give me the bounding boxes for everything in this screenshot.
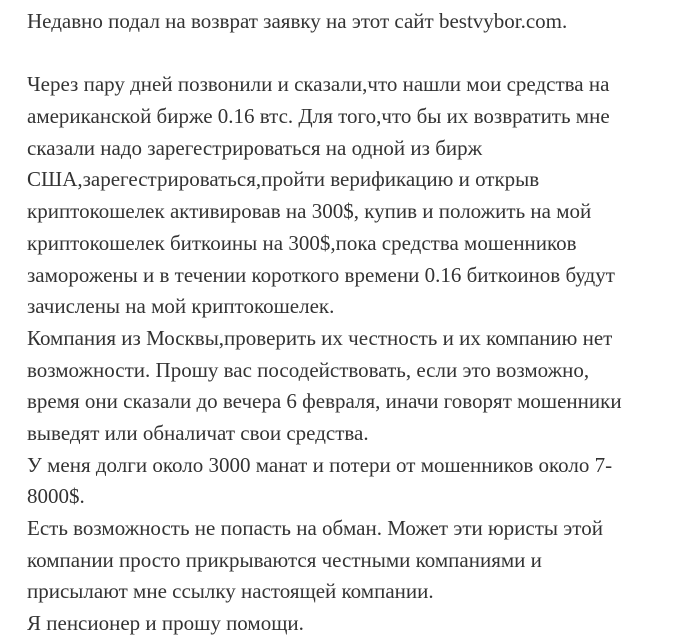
text-line: американской бирже 0.16 втс. Для того,что бы их возвратить мне [27,104,610,129]
text-line: Компания из Москвы,проверить их честность и их компанию нет [27,325,613,350]
text-line: присылают мне ссылку настоящей компании. [27,579,434,604]
text-line: Есть возможность не попасть на обман. Может эти юристы этой [27,516,603,540]
text-line: компании просто прикрываются честными компаниями и [27,547,542,572]
paragraph-intro [27,6,622,38]
text-line: США,зарегестрироваться,пройти верификацию и открыв [27,167,540,192]
text-line: возможности. Прошу вас посодействовать, если это возможно, [27,357,590,382]
text-line: время они сказали до вечера 6 февраля, иначи говорят мошенники [27,389,622,414]
text-line: Недавно подал на возврат заявку на этот сайт bestvybor.com. [27,9,568,33]
document-body [27,6,622,640]
text-line: Через пару дней позвонили и сказали,что нашли мои средства на [27,72,610,97]
text-line: Я пенсионер и прошу помощи. [27,611,304,636]
text-line: 8000$. [27,484,85,509]
paragraph-spacer [27,38,622,70]
text-line: выведят или обналичат свои средства. [27,420,369,445]
paragraph-story [27,69,622,639]
text-line: заморожены и в течении короткого времени 0.16 биткоинов будут [27,262,615,287]
text-line: сказали надо зарегестрироваться на одной из бирж [27,135,483,160]
text-line: У меня долги около 3000 манат и потери от мошенников около 7- [27,452,613,477]
text-line: криптокошелек биткоины на 300$,пока средства мошенников [27,230,577,255]
text-line: зачислены на мой криптокошелек. [27,294,335,319]
text-line: криптокошелек активировав на 300$, купив и положить на мой [27,199,592,224]
